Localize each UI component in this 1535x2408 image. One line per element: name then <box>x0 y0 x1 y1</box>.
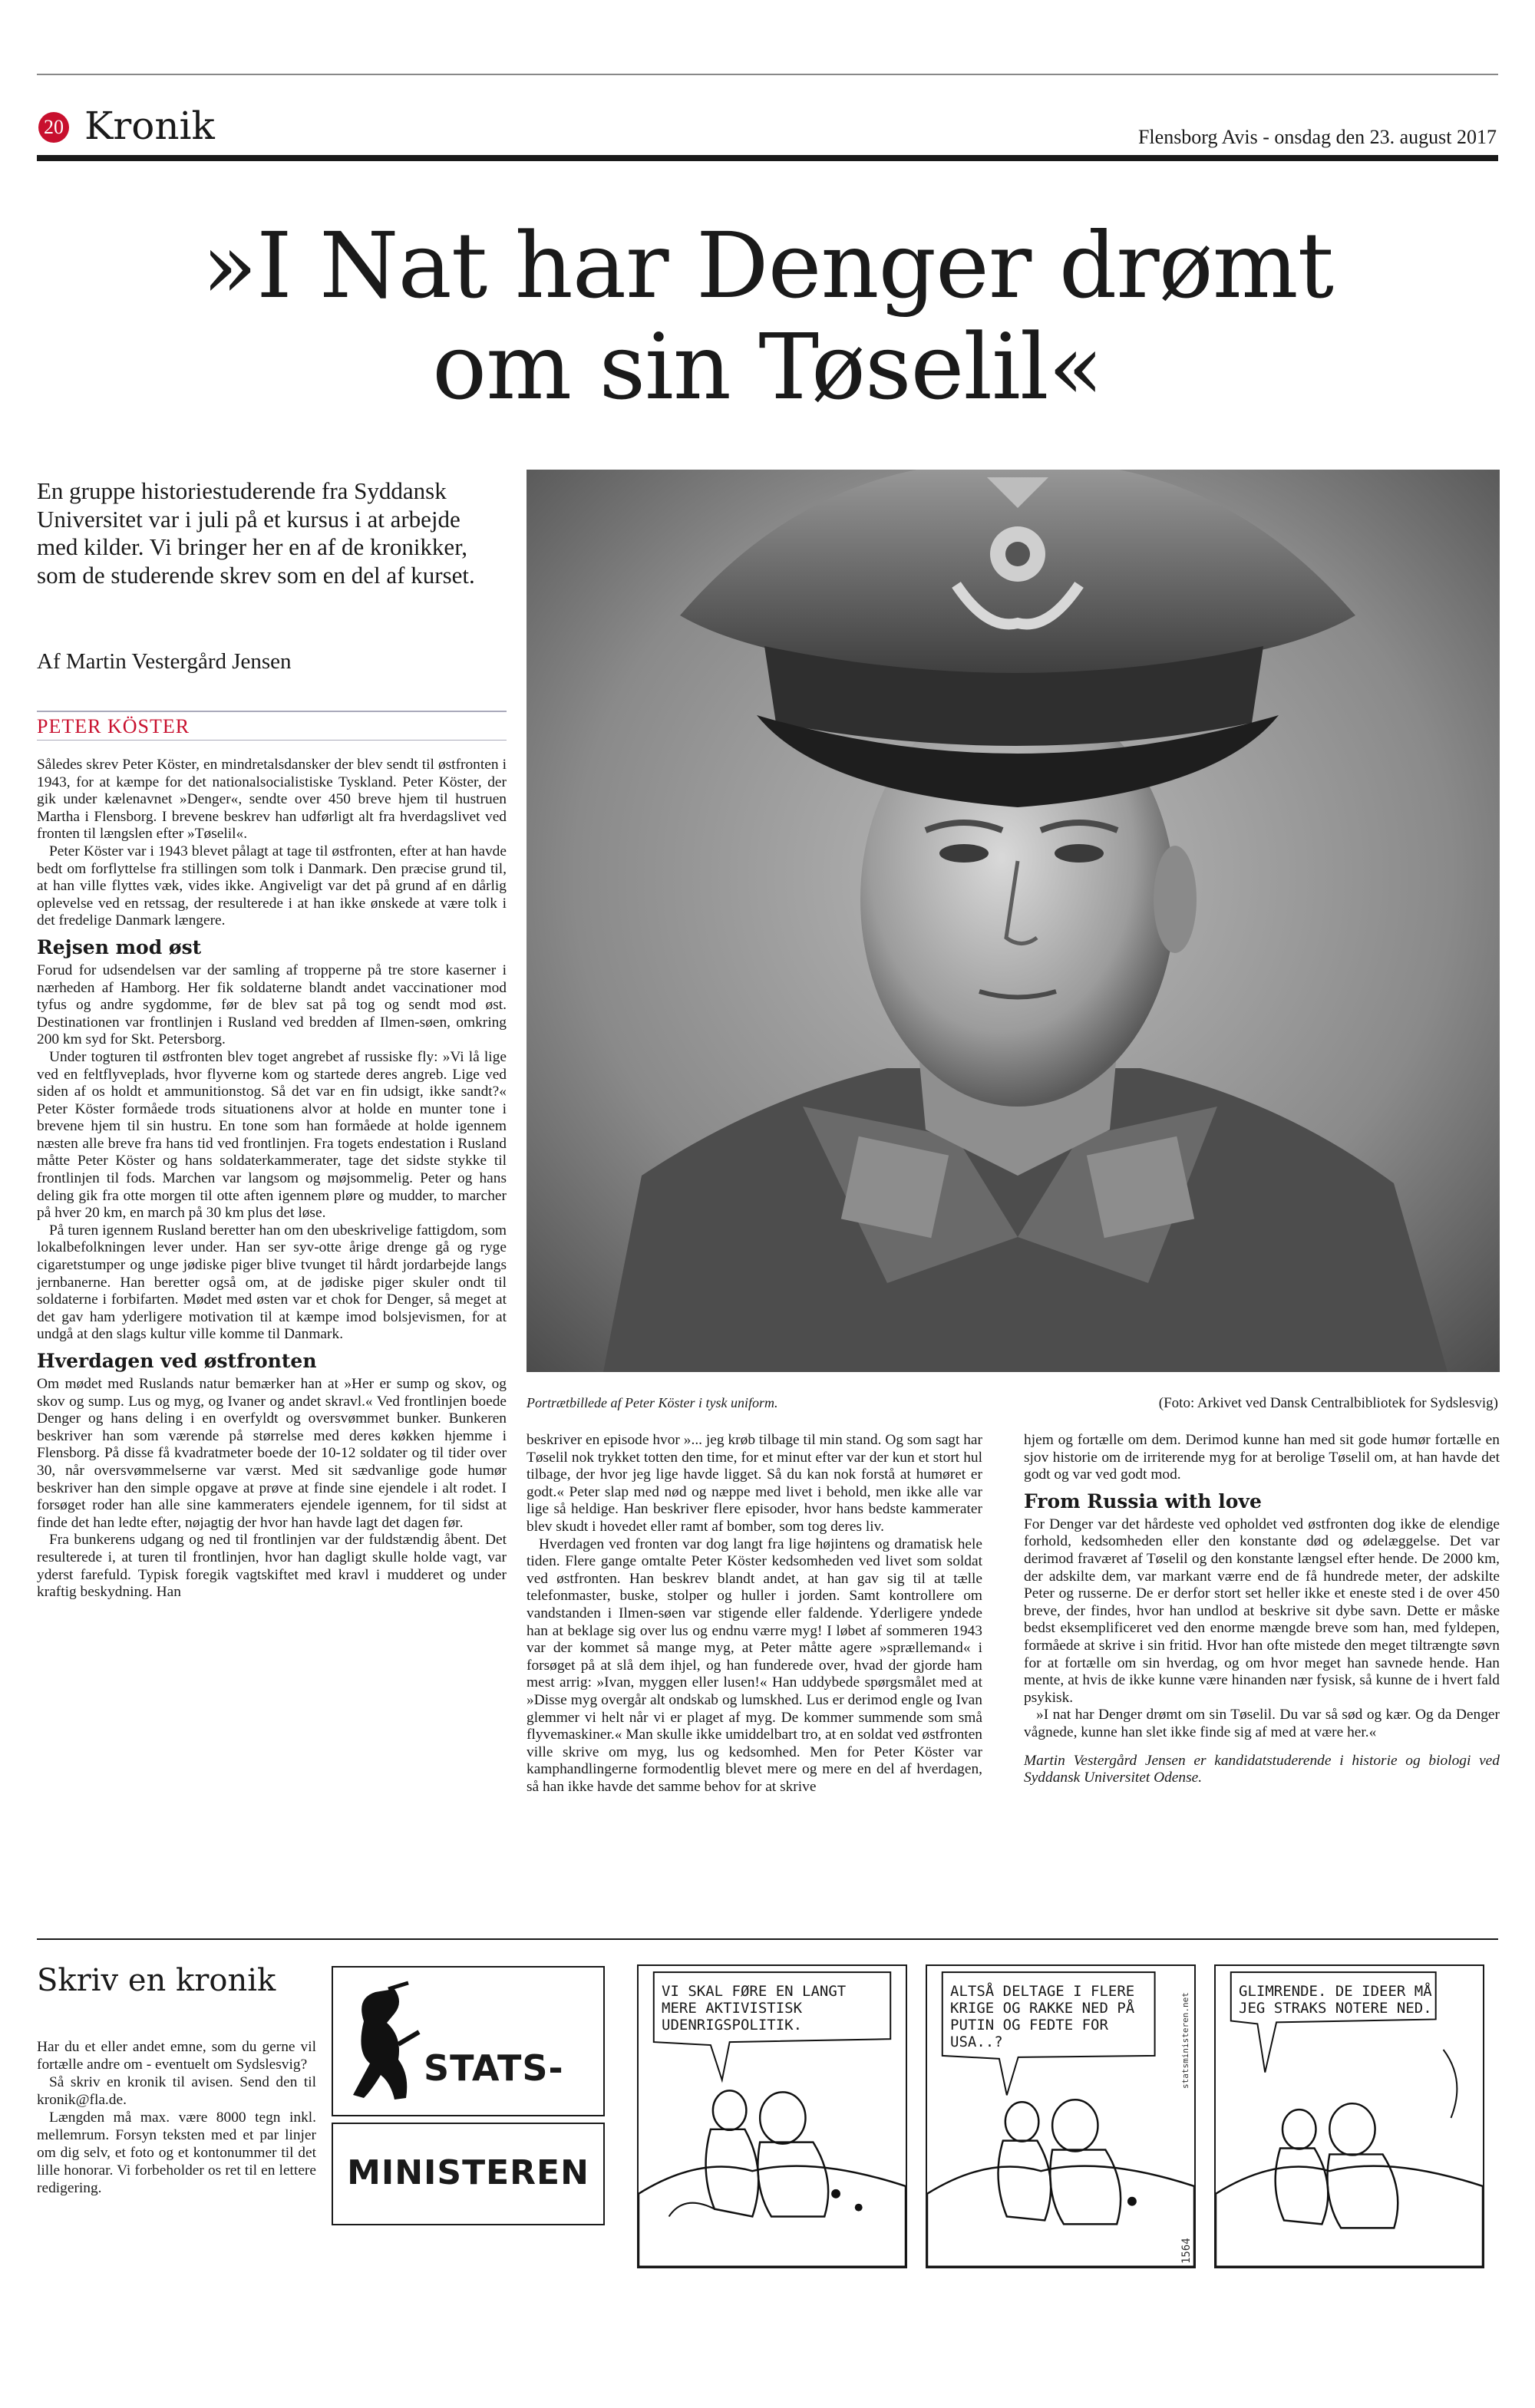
comic-logo-top <box>332 1966 605 2116</box>
comic-site-label: statsministeren.net <box>1180 1992 1190 2089</box>
paragraph: Således skrev Peter Köster, en mindretalsdansker der blev sendt til østfronten i 1943, for at kæmpe for det nationalsocialistiske Tyskland. Peter Köster, der gik under kælenavnet »Denger«, sendte over 450 breve hjem til hustruen Martha i Flensborg. I brevene beskrev han udførligt alt fra hverdagslivet ved fronten til længslen efter »Tøselil«. <box>37 757 507 843</box>
paragraph: For Denger var det hårdeste ved opholdet ved østfronten dog ikke de elendige forhold, kedsomheden eller den konstante død og ødelæggelse. Det var derimod fraværet af Tøselil og den konstante længsel efter hende. De 2000 km, der adskilte dem, var markant værre end de få hundrede meter, der adskilte Peter og russerne. De er derfor stort set heller ikke et eneste sted i de over 450 breve, der findes, hvor han undlod at beskrive sit dybe savn. Dette er måske bedst eksemplificeret ved den enorme mængde breve som han, med fyldepen, formåede at skrive i sin fritid. Hvor han ofte mistede den meget tiltrængte søvn for at fortælle om sin hverdag, og om hvor meget han savnede hende. Han mente, at hvis de ikke kunne være hinanden nær fysisk, så kunne de i hvert fald psykisk. <box>1024 1516 1500 1706</box>
byline: Af Martin Vestergård Jensen <box>37 649 292 674</box>
speech-bubble-3: GLIMRENDE. DE IDEER MÅ JEG STRAKS NOTERE NED. <box>1239 1983 1432 2017</box>
lead-paragraph: En gruppe historiestuderende fra Syddansk Universitet var i juli på et kursus i at arbejde med kilder. Vi bringer her en af de kronikker, som de studerende skrev som en del af kurset. <box>37 477 475 589</box>
author-note: Martin Vestergård Jensen er kandidatstuderende i historie og biologi ved Syddansk Universitet Odense. <box>1024 1752 1500 1786</box>
header-rule <box>37 155 1498 161</box>
photo-caption: Portrætbillede af Peter Köster i tysk uniform. <box>527 1395 778 1410</box>
photo-credit: (Foto: Arkivet ved Dansk Centralbibliotek for Sydslesvig) <box>1158 1395 1498 1411</box>
paragraph: Forud for udsendelsen var der samling af tropperne på tre store kaserner i nærheden af Hamborg. Her fik soldaterne blandt andet vaccinationer mod tyfus og andre sygdomme, før de blev sat på tog og sendt mod øst. Destinationen var frontlinjen i Rusland ved bredden af Ilmen-søen, omkring 200 km syd for Skt. Petersborg. <box>37 962 507 1048</box>
comic-logo-line-2: MINISTEREN <box>347 2153 589 2192</box>
comic-panel-1 <box>637 1964 907 2268</box>
paragraph: Fra bunkerens udgang og ned til frontlinjen var der fuldstændig åbent. Det resulterede i, at turen til frontlinjen, hvor han dagligt skulle holde vagt, var yderst farefuld. Typisk foregik vagtskiftet med kravl i mudderet og under kraftig beskydning. Han <box>37 1532 507 1601</box>
top-rule <box>37 74 1498 75</box>
subject-rule <box>37 711 507 712</box>
headline <box>77 213 1458 420</box>
paragraph: beskriver en episode hvor »... jeg krøb tilbage til min stand. Og som sagt har Tøselil nok trykket totten den time, for et minut efter var der kun et stort hul tilbage, der hvor jeg lige havde ligget. Så du kan nok forstå at humøret er godt.« Peter slap med nød og næppe med livet i behold, men ikke alle var lige så heldige. Han beskriver flere episoder, hvor hans bedste kammerater blev skudt i hovedet eller ramt af bomber, som tog deres liv. <box>527 1432 982 1535</box>
subject-tag: PETER KÖSTER <box>37 715 190 737</box>
paragraph: hjem og fortælle om dem. Derimod kunne han med sit gode humør fortælle en sjov historie om de irriterende myg for at berolige Tøselil om, at han havde det godt og var ved godt mod. <box>1024 1432 1500 1483</box>
article-column-2 <box>527 1432 982 1796</box>
comic-logo-line-1: STATS- <box>424 2047 564 2089</box>
headline-line-1: »I Nat har Denger drømt <box>201 213 1334 318</box>
headline-line-2: om sin Tøselil« <box>432 314 1103 420</box>
comic-number: 1564 <box>1180 2238 1193 2264</box>
speech-bubble-1: VI SKAL FØRE EN LANGT MERE AKTIVISTISK UDENRIGSPOLITIK. <box>662 1983 847 2034</box>
section-name: Kronik <box>84 104 215 148</box>
comic-panel-2 <box>926 1964 1196 2268</box>
paragraph: Har du et eller andet emne, som du gerne vil fortælle andre om - eventuelt om Sydslesvig? <box>37 2039 316 2073</box>
bottom-section-rule <box>37 1938 1498 1940</box>
paragraph: »I nat har Denger drømt om sin Tøselil. Du var så sød og kær. Og da Denger vågnede, kunne han slet ikke finde sig af med at være her.« <box>1024 1707 1500 1740</box>
comic-logo-bottom <box>332 2123 605 2225</box>
paragraph: Om mødet med Ruslands natur bemærker han at »Her er sump og skov, og skov og sump. Lus og myg, og Ivaner og andet skravl.« Ved frontlinjen boede Denger og hans deling i en overfyldt og oversvømmet bunker. Bunkeren beskriver han som værende på størrelse med deres køkken hjemme i Flensborg. På disse få kvadratmeter boede der 10-12 soldater og til tider over 30, når oversvømmelserne var værst. Med sit sædvanlige gode humør beskriver han den simple opgave at prøve at finde sine ejendele i alt rodet. I forsøget roder han alle sine kammeraters ejendele igennem, for til sidst at finde det han ledte efter, nøjagtig der hvor han havde lagt det dagen før. <box>37 1376 507 1531</box>
dateline: Flensborg Avis - onsdag den 23. august 2017 <box>1137 126 1497 148</box>
speech-bubble-2: ALTSÅ DELTAGE I FLERE KRIGE OG RAKKE NED PÅ PUTIN OG FEDTE FOR USA..? <box>950 1983 1135 2050</box>
comic-panel-3 <box>1214 1964 1484 2268</box>
paragraph: Under togturen til østfronten blev toget angrebet af russiske fly: »Vi lå lige ved en feltflyveplads, hvor flyverne kom og startede deres angreb. Lige ved siden af os holdt et ammunitionstog. Så det var en fin udsigt, ikke sandt?« Peter Köster formåede trods situationens alvor at holde en munter tone i brevene hjem til sin hustru. En tone som han formåede at holde igennem næsten alle breve fra hans tid ved frontlinjen. Fra togets endestation i Rusland måtte Peter Köster og hans soldaterkammerater, tage det sidste stykke til frontlinjen til fods. Marchen var langsom og møjsommelig. Peter og hans deling gik fra otte morgen til otte aften igennem pløre og mudder, to marcher på hver 20 km, en march på 30 km plus det løse. <box>37 1048 507 1222</box>
article-column-1 <box>37 757 507 1601</box>
article-column-3 <box>1024 1432 1500 1787</box>
paragraph: På turen igennem Rusland beretter han om den ubeskrivelige fattigdom, som lokalbefolkningen lever under. Han ser syv-otte årige drenge gå og ryge cigaretstumper og unge jødiske piger blive tvunget til hårdt jordarbejde langs jernbanerne. Han beretter også om, at de jødiske piger skuler ondt til soldaterne i forbifarten. Mødet med østen var et chok for Denger, så meget at det gav ham yderligere motivation til at kæmpe imod bolsjevismen, for at undgå at den slags kultur ville komme til Danmark. <box>37 1222 507 1343</box>
paragraph: Længden må max. være 8000 tegn inkl. mellemrum. Forsyn teksten med et par linjer om dig selv, et foto og et kontonummer til det lille honorar. Vi forbeholder os ret til en lettere redigering. <box>37 2109 316 2196</box>
portrait-illustration <box>527 470 1500 1372</box>
subheading: Rejsen mod øst <box>37 935 202 958</box>
mascot-icon <box>333 1968 606 2118</box>
paragraph: Peter Köster var i 1943 blevet pålagt at tage til østfronten, efter at han havde bedt om forflyttelse fra stillingen som tolk i Danmark. Den præcise grund til, at han ville flyttes væk, vides ikke. Angiveligt var det på grund af en dårlig oplevelse ved en retssag, der resulterede i at han ikke ønskede at være tolk i det fredelige Danmark længere. <box>37 843 507 929</box>
subheading: Hverdagen ved østfronten <box>37 1350 317 1372</box>
skriv-kronik-body <box>37 2038 316 2197</box>
paragraph: Så skriv en kronik til avisen. Send den til kronik@fla.de. <box>37 2074 316 2108</box>
page-number-badge: 20 <box>38 112 69 143</box>
paragraph: Hverdagen ved fronten var dog langt fra lige højintens og dramatisk hele tiden. Flere gange omtalte Peter Köster kedsomheden ved livet som soldat ved østfronten. Han beskrev blandt andet, at han gav sig til at tælle telefonmaster, buske, stolper og huller i jorden. Samt kontrollere om vandstanden i Ilmen-søen var stigende eller faldende. Yderligere yndede han at beklage sig over lus og endnu værre myg! I løbet af sommeren 1943 var der kommet så mange myg, at Peter måtte agere »sprællemand« i forsøget på at slå dem ihjel, og han funderede over, hvad der gjorde ham mest arrig: »Ivan, myggen eller lusen!« Han uddybede spørgsmålet med at »Disse myg overgår alt ondskab og lumskhed. Lus er derimod engle og Ivan glemmer vi helt når vi er plaget af myg. De kommer summende som små flyvemaskiner.« Man skulle ikke umiddelbart tro, at en soldat ved østfronten ville skrive om myg, lus og kedsomhed. Men for Peter Köster var kamphandlingerne formodentlig blevet mere og mere en del af hverdagen, så han ikke havde det samme behov for at skrive <box>527 1536 982 1795</box>
portrait-photo <box>527 470 1500 1372</box>
subject-rule-bottom <box>37 740 507 741</box>
skriv-kronik-title: Skriv en kronik <box>37 1963 276 1998</box>
subheading: From Russia with love <box>1024 1489 1262 1512</box>
